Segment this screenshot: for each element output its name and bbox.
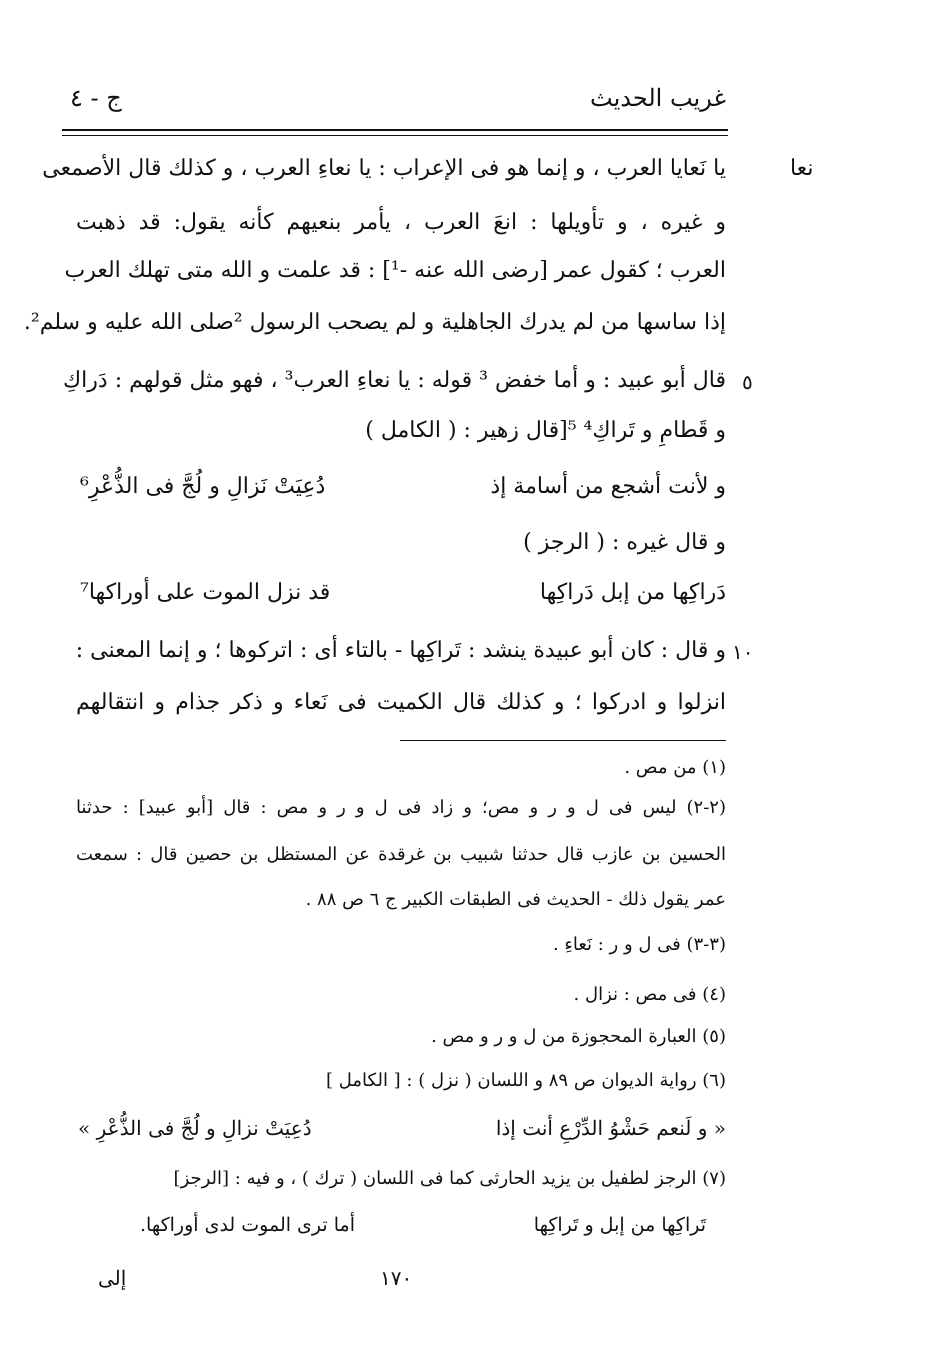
verse-2-second-hemistich: قد نزل الموت على أوراكها⁷ [80,580,331,605]
body-line-3: العرب ؛ كقول عمر [رضى الله عنه -¹] : قد علمت و الله متى تهلك العرب [64,258,726,283]
footnote-6: (٦) رواية الديوان ص ٨٩ و اللسان ( نزل ) : [ الكامل ] [326,1070,726,1091]
line-number-5: ٥ [742,370,753,394]
body-line-4: إذا ساسها من لم يدرك الجاهلية و لم يصحب الرسول ²صلى الله عليه و سلم². [23,310,726,335]
footnote-6-verse-first: « و لَنعم حَشْوُ الدِّرْعِ أنت إذا [495,1116,726,1140]
footnote-2-line-1: (٢-٢) ليس فى ل و ر و مص؛ و زاد فى ل و ر و مص : قال [أبو عبيد] : حدثنا [76,797,726,818]
body-line-1: يا نَعايا العرب ، و إنما هو فى الإعراب : يا نعاءِ العرب ، و كذلك قال الأصمعى [42,156,726,181]
footnote-4: (٤) فى مص : نزال . [573,984,726,1005]
body-line-2: و غيره ، و تأويلها : انعَ العرب ، يأمر بنعيهم كأنه يقول: قد ذهبت [76,210,726,235]
header-rule-bottom [62,135,728,136]
body-line-5: قال أبو عبيد : و أما خفض ³ قوله : يا نعاءِ العرب³ ، فهو مثل قولهم : دَراكِ [63,368,726,393]
volume-number: ج - ٤ [70,84,122,112]
footnote-2-line-3: عمر يقول ذلك - الحديث فى الطبقات الكبير ج ٦ ص ٨٨ . [305,889,726,910]
footnote-6-verse-second: دُعِيَتْ نزالِ و لُجَّ فى الذُّعْرِ » [78,1116,312,1140]
body-line-6: و قَطامِ و تَراكِ⁴ ⁵[قال زهير : ( الكامل ) [365,418,726,443]
footnote-7-verse-first: تَراكِها من إبل و تَراكِها [533,1214,706,1236]
page-number: ١٧٠ [380,1266,413,1290]
verse-2-first-hemistich: دَراكِها من إبل دَراكِها [539,580,726,605]
header-rule-top [62,129,728,131]
verse-1-second-hemistich: دُعِيَتْ نَزالِ و لُجَّ فى الذُّعْرِ⁶ [80,474,326,499]
catchword: إلى [98,1266,127,1290]
footnote-1: (١) من مص . [624,757,726,778]
body-line-10: و قال : كان أبو عبيدة ينشد : تَراكِها - بالتاء أى : اتركوها ؛ و إنما المعنى : [75,638,726,663]
footnote-7: (٧) الرجز لطفيل بن يزيد الحارثى كما فى اللسان ( ترك ) ، و فيه : [الرجز] [173,1168,726,1189]
running-title: غريب الحديث [590,84,726,112]
verse-1-first-hemistich: و لأنت أشجع من أسامة إذ [490,474,726,499]
footnote-7-verse-second: أما ترى الموت لدى أوراكها. [140,1214,355,1236]
footnote-separator [400,740,726,741]
footnote-3: (٣-٣) فى ل و ر : نَعاءِ . [552,934,726,955]
footnote-2-line-2: الحسين بن عازب قال حدثنا شبيب بن غرقدة عن المستظل بن حصين قال : سمعت [76,844,726,865]
verse-2-intro: و قال غيره : ( الرجز ) [523,530,726,555]
entry-word: نعا [790,156,814,181]
body-line-11: انزلوا و ادركوا ؛ و كذلك قال الكميت فى نَعاء و ذكر جذام و انتقالهم [76,690,726,715]
line-number-10: ١٠ [732,640,754,664]
footnote-5: (٥) العبارة المحجوزة من ل و ر و مص . [431,1026,726,1047]
